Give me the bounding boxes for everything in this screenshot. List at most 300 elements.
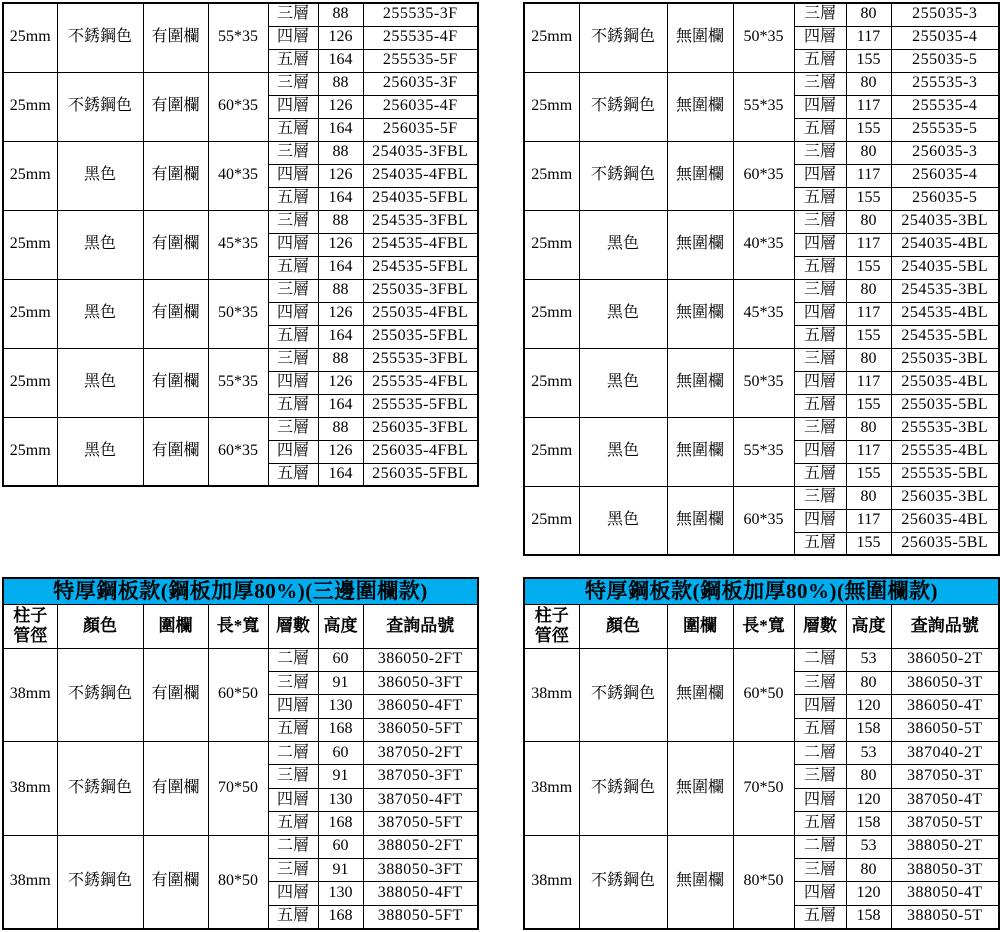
- height-cell: 155: [846, 394, 891, 417]
- height-cell: 80: [846, 210, 891, 233]
- fence-cell: 無圍欄: [667, 210, 733, 279]
- spec-table-25mm-fenced: [2, 2, 479, 487]
- code-cell: 256035-5FBL: [363, 463, 478, 486]
- code-cell: 388050-5FT: [363, 905, 478, 928]
- color-cell: 不銹鋼色: [57, 3, 143, 72]
- height-cell: 117: [846, 26, 891, 49]
- color-cell: 不銹鋼色: [57, 648, 143, 742]
- diameter-cell: 25mm: [524, 417, 579, 486]
- layers-cell: 四層: [268, 371, 318, 394]
- layers-cell: 三層: [794, 859, 846, 882]
- height-cell: 126: [318, 95, 363, 118]
- diameter-cell: 25mm: [524, 141, 579, 210]
- size-cell: 50*35: [733, 3, 794, 72]
- fence-cell: 有圍欄: [143, 3, 208, 72]
- fence-cell: 有圍欄: [143, 210, 208, 279]
- layers-cell: 三層: [794, 141, 846, 164]
- code-cell: 388050-5T: [891, 905, 999, 928]
- code-cell: 255535-3FBL: [363, 348, 478, 371]
- header-pillar-diameter: [3, 604, 57, 648]
- layers-cell: 五層: [794, 118, 846, 141]
- code-cell: 256035-4BL: [891, 509, 999, 532]
- table-row: [524, 141, 999, 164]
- layers-cell: 二層: [794, 742, 846, 765]
- height-cell: 117: [846, 371, 891, 394]
- header-pillar-line1: 柱子: [13, 606, 48, 626]
- layers-cell: 四層: [268, 302, 318, 325]
- diameter-cell: 25mm: [3, 417, 57, 486]
- layers-cell: 三層: [794, 210, 846, 233]
- code-cell: 254535-5BL: [891, 325, 999, 348]
- height-cell: 168: [318, 718, 363, 741]
- code-cell: 254035-4FBL: [363, 164, 478, 187]
- code-cell: 386050-3T: [891, 671, 999, 694]
- diameter-cell: 38mm: [3, 742, 57, 836]
- layers-cell: 三層: [794, 279, 846, 302]
- height-cell: 88: [318, 141, 363, 164]
- height-cell: 164: [318, 49, 363, 72]
- size-cell: 55*35: [208, 3, 268, 72]
- header-color: 顏色: [57, 604, 143, 648]
- header-fence: 圍欄: [143, 604, 208, 648]
- layers-cell: 四層: [268, 440, 318, 463]
- code-cell: 387050-5T: [891, 812, 999, 835]
- diameter-cell: 25mm: [524, 486, 579, 555]
- code-cell: 388050-4FT: [363, 882, 478, 905]
- code-cell: 255535-5F: [363, 49, 478, 72]
- layers-cell: 五層: [268, 463, 318, 486]
- code-cell: 256035-5BL: [891, 532, 999, 555]
- layers-cell: 五層: [794, 187, 846, 210]
- height-cell: 155: [846, 325, 891, 348]
- size-cell: 60*35: [733, 141, 794, 210]
- table-row: [3, 348, 478, 371]
- layers-cell: 五層: [268, 718, 318, 741]
- height-cell: 80: [846, 765, 891, 788]
- height-cell: 126: [318, 371, 363, 394]
- layers-cell: 三層: [794, 348, 846, 371]
- layers-cell: 五層: [794, 812, 846, 835]
- height-cell: 91: [318, 671, 363, 694]
- height-cell: 117: [846, 509, 891, 532]
- table-row: [3, 3, 478, 26]
- code-cell: 255535-4BL: [891, 440, 999, 463]
- fence-cell: 無圍欄: [667, 486, 733, 555]
- size-cell: 60*35: [733, 486, 794, 555]
- height-cell: 91: [318, 765, 363, 788]
- code-cell: 254035-5FBL: [363, 187, 478, 210]
- height-cell: 53: [846, 742, 891, 765]
- height-cell: 164: [318, 256, 363, 279]
- layers-cell: 三層: [794, 3, 846, 26]
- height-cell: 88: [318, 3, 363, 26]
- layers-cell: 二層: [794, 835, 846, 858]
- spec-table-38mm-unfenced: [523, 577, 1000, 930]
- height-cell: 80: [846, 486, 891, 509]
- size-cell: 40*35: [208, 141, 268, 210]
- code-cell: 387050-4T: [891, 788, 999, 811]
- fence-cell: 有圍欄: [143, 417, 208, 486]
- layers-cell: 四層: [268, 882, 318, 905]
- height-cell: 164: [318, 394, 363, 417]
- header-size: 長*寬: [733, 604, 794, 648]
- header-color: 顏色: [579, 604, 667, 648]
- layers-cell: 四層: [794, 440, 846, 463]
- layers-cell: 二層: [794, 648, 846, 671]
- layers-cell: 四層: [268, 695, 318, 718]
- layers-cell: 五層: [794, 394, 846, 417]
- table-row: [524, 648, 999, 671]
- height-cell: 117: [846, 95, 891, 118]
- code-cell: 255035-5FBL: [363, 325, 478, 348]
- table-title: 特厚鋼板款(鋼板加厚80%)(三邊圍欄款): [3, 578, 478, 604]
- layers-cell: 五層: [794, 256, 846, 279]
- code-cell: 255035-5: [891, 49, 999, 72]
- diameter-cell: 25mm: [524, 279, 579, 348]
- code-cell: 255035-3FBL: [363, 279, 478, 302]
- height-cell: 126: [318, 440, 363, 463]
- code-cell: 388050-4T: [891, 882, 999, 905]
- code-cell: 254035-3FBL: [363, 141, 478, 164]
- layers-cell: 五層: [268, 394, 318, 417]
- size-cell: 80*50: [208, 835, 268, 929]
- height-cell: 117: [846, 233, 891, 256]
- color-cell: 黑色: [57, 141, 143, 210]
- code-cell: 256035-3BL: [891, 486, 999, 509]
- code-cell: 255035-4: [891, 26, 999, 49]
- size-cell: 70*50: [208, 742, 268, 836]
- layers-cell: 三層: [794, 72, 846, 95]
- diameter-cell: 25mm: [524, 72, 579, 141]
- code-cell: 255035-4BL: [891, 371, 999, 394]
- table-row: [3, 835, 478, 858]
- spec-table-38mm-fenced: [2, 577, 479, 930]
- table-row: [524, 279, 999, 302]
- fence-cell: 無圍欄: [667, 648, 733, 742]
- code-cell: 255535-3BL: [891, 417, 999, 440]
- height-cell: 155: [846, 532, 891, 555]
- height-cell: 168: [318, 905, 363, 928]
- color-cell: 不銹鋼色: [57, 835, 143, 929]
- color-cell: 不銹鋼色: [579, 141, 667, 210]
- layers-cell: 二層: [268, 835, 318, 858]
- layers-cell: 三層: [268, 348, 318, 371]
- height-cell: 158: [846, 812, 891, 835]
- header-layers: 層數: [794, 604, 846, 648]
- layers-cell: 五層: [268, 905, 318, 928]
- table-row: [3, 72, 478, 95]
- height-cell: 120: [846, 788, 891, 811]
- size-cell: 70*50: [733, 742, 794, 836]
- size-cell: 60*50: [733, 648, 794, 742]
- table-header-row: [524, 604, 999, 648]
- height-cell: 88: [318, 348, 363, 371]
- height-cell: 130: [318, 788, 363, 811]
- height-cell: 53: [846, 835, 891, 858]
- code-cell: 386050-4T: [891, 695, 999, 718]
- header-height: 高度: [846, 604, 891, 648]
- size-cell: 55*35: [208, 348, 268, 417]
- code-cell: 256035-5F: [363, 118, 478, 141]
- layers-cell: 四層: [794, 695, 846, 718]
- layers-cell: 四層: [268, 788, 318, 811]
- height-cell: 117: [846, 164, 891, 187]
- height-cell: 126: [318, 26, 363, 49]
- size-cell: 60*50: [208, 648, 268, 742]
- height-cell: 164: [318, 118, 363, 141]
- height-cell: 168: [318, 812, 363, 835]
- layers-cell: 四層: [268, 164, 318, 187]
- fence-cell: 無圍欄: [667, 3, 733, 72]
- layers-cell: 五層: [268, 812, 318, 835]
- color-cell: 不銹鋼色: [57, 742, 143, 836]
- layers-cell: 五層: [794, 532, 846, 555]
- layers-cell: 四層: [794, 788, 846, 811]
- layers-cell: 四層: [794, 302, 846, 325]
- code-cell: 254535-3BL: [891, 279, 999, 302]
- diameter-cell: 25mm: [3, 210, 57, 279]
- height-cell: 120: [846, 882, 891, 905]
- height-cell: 88: [318, 417, 363, 440]
- fence-cell: 無圍欄: [667, 279, 733, 348]
- code-cell: 254535-4BL: [891, 302, 999, 325]
- layers-cell: 五層: [268, 187, 318, 210]
- height-cell: 80: [846, 72, 891, 95]
- table-row: [3, 742, 478, 765]
- layers-cell: 四層: [794, 233, 846, 256]
- header-height: 高度: [318, 604, 363, 648]
- color-cell: 黑色: [57, 417, 143, 486]
- fence-cell: 有圍欄: [143, 742, 208, 836]
- height-cell: 126: [318, 233, 363, 256]
- code-cell: 256035-4F: [363, 95, 478, 118]
- height-cell: 88: [318, 72, 363, 95]
- diameter-cell: 25mm: [524, 348, 579, 417]
- table-title-row: [524, 578, 999, 604]
- height-cell: 80: [846, 859, 891, 882]
- height-cell: 80: [846, 417, 891, 440]
- height-cell: 117: [846, 440, 891, 463]
- header-pillar-line2: 管徑: [534, 626, 569, 645]
- color-cell: 黑色: [57, 348, 143, 417]
- layers-cell: 五層: [794, 718, 846, 741]
- diameter-cell: 25mm: [3, 141, 57, 210]
- layers-cell: 二層: [268, 648, 318, 671]
- header-pillar-diameter: [524, 604, 579, 648]
- color-cell: 不銹鋼色: [579, 835, 667, 929]
- layers-cell: 四層: [268, 95, 318, 118]
- code-cell: 254535-4FBL: [363, 233, 478, 256]
- table-row: [524, 742, 999, 765]
- code-cell: 255535-4: [891, 95, 999, 118]
- code-cell: 255035-3: [891, 3, 999, 26]
- height-cell: 130: [318, 882, 363, 905]
- code-cell: 388050-3T: [891, 859, 999, 882]
- code-cell: 387050-2FT: [363, 742, 478, 765]
- code-cell: 387050-3T: [891, 765, 999, 788]
- diameter-cell: 25mm: [524, 3, 579, 72]
- code-cell: 386050-4FT: [363, 695, 478, 718]
- code-cell: 256035-3F: [363, 72, 478, 95]
- code-cell: 388050-3FT: [363, 859, 478, 882]
- layers-cell: 三層: [268, 72, 318, 95]
- code-cell: 256035-5: [891, 187, 999, 210]
- diameter-cell: 25mm: [3, 72, 57, 141]
- layers-cell: 五層: [268, 256, 318, 279]
- code-cell: 387050-3FT: [363, 765, 478, 788]
- code-cell: 388050-2FT: [363, 835, 478, 858]
- code-cell: 255535-5: [891, 118, 999, 141]
- code-cell: 256035-4: [891, 164, 999, 187]
- code-cell: 254035-5BL: [891, 256, 999, 279]
- diameter-cell: 38mm: [3, 835, 57, 929]
- layers-cell: 三層: [268, 765, 318, 788]
- code-cell: 256035-3: [891, 141, 999, 164]
- header-layers: 層數: [268, 604, 318, 648]
- height-cell: 80: [846, 279, 891, 302]
- fence-cell: 有圍欄: [143, 72, 208, 141]
- layers-cell: 三層: [794, 486, 846, 509]
- spec-table-25mm-unfenced: [523, 2, 1000, 556]
- color-cell: 黑色: [57, 279, 143, 348]
- height-cell: 88: [318, 210, 363, 233]
- diameter-cell: 38mm: [3, 648, 57, 742]
- layers-cell: 四層: [268, 26, 318, 49]
- header-fence: 圍欄: [667, 604, 733, 648]
- layers-cell: 四層: [794, 95, 846, 118]
- height-cell: 80: [846, 141, 891, 164]
- size-cell: 80*50: [733, 835, 794, 929]
- table-row: [524, 835, 999, 858]
- code-cell: 256035-4FBL: [363, 440, 478, 463]
- layers-cell: 三層: [268, 210, 318, 233]
- height-cell: 126: [318, 164, 363, 187]
- table-title-row: [3, 578, 478, 604]
- code-cell: 254535-3FBL: [363, 210, 478, 233]
- header-pillar-line2: 管徑: [13, 626, 48, 645]
- code-cell: 388050-2T: [891, 835, 999, 858]
- height-cell: 53: [846, 648, 891, 671]
- layers-cell: 三層: [268, 417, 318, 440]
- table-row: [3, 417, 478, 440]
- code-cell: 255035-3BL: [891, 348, 999, 371]
- height-cell: 155: [846, 256, 891, 279]
- height-cell: 120: [846, 695, 891, 718]
- diameter-cell: 38mm: [524, 648, 579, 742]
- size-cell: 50*35: [208, 279, 268, 348]
- height-cell: 158: [846, 718, 891, 741]
- color-cell: 不銹鋼色: [579, 648, 667, 742]
- code-cell: 386050-5T: [891, 718, 999, 741]
- color-cell: 不銹鋼色: [579, 742, 667, 836]
- code-cell: 255535-4F: [363, 26, 478, 49]
- height-cell: 80: [846, 348, 891, 371]
- size-cell: 45*35: [733, 279, 794, 348]
- layers-cell: 五層: [794, 49, 846, 72]
- fence-cell: 無圍欄: [667, 417, 733, 486]
- height-cell: 155: [846, 187, 891, 210]
- layers-cell: 三層: [268, 279, 318, 302]
- layers-cell: 四層: [268, 233, 318, 256]
- table-row: [524, 3, 999, 26]
- fence-cell: 有圍欄: [143, 279, 208, 348]
- layers-cell: 三層: [794, 417, 846, 440]
- color-cell: 不銹鋼色: [57, 72, 143, 141]
- code-cell: 386050-2FT: [363, 648, 478, 671]
- code-cell: 386050-3FT: [363, 671, 478, 694]
- table-row: [3, 648, 478, 671]
- layers-cell: 三層: [268, 141, 318, 164]
- diameter-cell: 25mm: [524, 210, 579, 279]
- layers-cell: 四層: [794, 26, 846, 49]
- code-cell: 255535-3: [891, 72, 999, 95]
- code-cell: 386050-5FT: [363, 718, 478, 741]
- layers-cell: 四層: [794, 164, 846, 187]
- fence-cell: 無圍欄: [667, 72, 733, 141]
- size-cell: 40*35: [733, 210, 794, 279]
- height-cell: 60: [318, 742, 363, 765]
- code-cell: 254035-3BL: [891, 210, 999, 233]
- height-cell: 164: [318, 187, 363, 210]
- diameter-cell: 25mm: [3, 348, 57, 417]
- layers-cell: 五層: [268, 118, 318, 141]
- size-cell: 55*35: [733, 72, 794, 141]
- layers-cell: 五層: [268, 49, 318, 72]
- fence-cell: 無圍欄: [667, 141, 733, 210]
- code-cell: 255035-5BL: [891, 394, 999, 417]
- height-cell: 60: [318, 648, 363, 671]
- height-cell: 91: [318, 859, 363, 882]
- code-cell: 255535-4FBL: [363, 371, 478, 394]
- code-cell: 386050-2T: [891, 648, 999, 671]
- color-cell: 不銹鋼色: [579, 3, 667, 72]
- layers-cell: 四層: [794, 882, 846, 905]
- fence-cell: 有圍欄: [143, 348, 208, 417]
- height-cell: 80: [846, 3, 891, 26]
- color-cell: 黑色: [579, 348, 667, 417]
- size-cell: 45*35: [208, 210, 268, 279]
- layers-cell: 三層: [268, 3, 318, 26]
- table-row: [524, 72, 999, 95]
- diameter-cell: 25mm: [3, 279, 57, 348]
- header-pillar-line1: 柱子: [534, 606, 569, 626]
- height-cell: 80: [846, 671, 891, 694]
- height-cell: 130: [318, 695, 363, 718]
- code-cell: 255535-5FBL: [363, 394, 478, 417]
- fence-cell: 有圍欄: [143, 835, 208, 929]
- code-cell: 255535-3F: [363, 3, 478, 26]
- table-row: [3, 210, 478, 233]
- diameter-cell: 25mm: [3, 3, 57, 72]
- height-cell: 155: [846, 118, 891, 141]
- height-cell: 158: [846, 905, 891, 928]
- color-cell: 黑色: [57, 210, 143, 279]
- layers-cell: 三層: [794, 671, 846, 694]
- header-product-code: 查詢品號: [363, 604, 478, 648]
- fence-cell: 無圍欄: [667, 348, 733, 417]
- table-title: 特厚鋼板款(鋼板加厚80%)(無圍欄款): [524, 578, 999, 604]
- code-cell: 255535-5BL: [891, 463, 999, 486]
- table-header-row: [3, 604, 478, 648]
- fence-cell: 有圍欄: [143, 648, 208, 742]
- height-cell: 164: [318, 325, 363, 348]
- size-cell: 50*35: [733, 348, 794, 417]
- layers-cell: 三層: [268, 859, 318, 882]
- layers-cell: 二層: [268, 742, 318, 765]
- color-cell: 黑色: [579, 279, 667, 348]
- diameter-cell: 38mm: [524, 742, 579, 836]
- table-row: [524, 210, 999, 233]
